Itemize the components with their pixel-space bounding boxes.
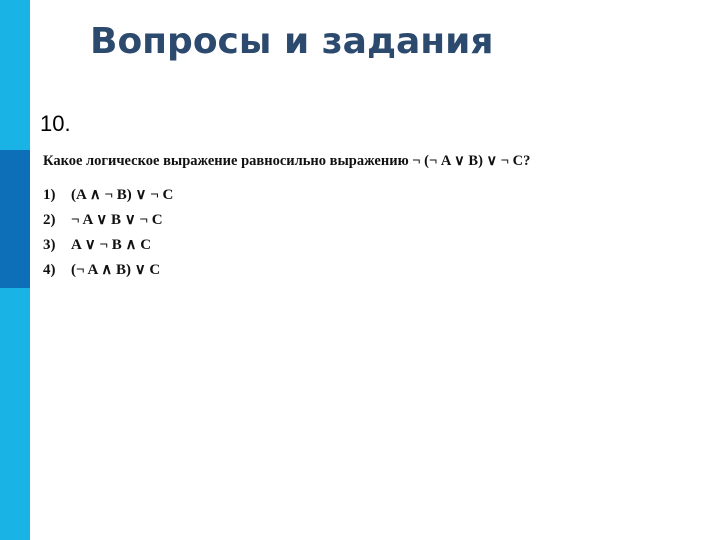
answer-number: 3) bbox=[43, 237, 56, 253]
answer-options bbox=[43, 185, 173, 285]
task-number: 10. bbox=[40, 111, 71, 136]
slide-title: Вопросы и задания bbox=[90, 21, 494, 62]
answer-option-4 bbox=[43, 260, 173, 285]
answer-text: (¬ A ∧ B) ∨ C bbox=[71, 262, 161, 278]
answer-number: 1) bbox=[43, 187, 56, 203]
answer-option-2 bbox=[43, 210, 173, 235]
answer-option-1 bbox=[43, 185, 173, 210]
answer-text: ¬ A ∨ B ∨ ¬ C bbox=[71, 212, 163, 228]
left-accent-block bbox=[0, 150, 30, 288]
answer-text: A ∨ ¬ B ∧ C bbox=[71, 237, 152, 253]
answer-number: 4) bbox=[43, 262, 56, 278]
answer-number: 2) bbox=[43, 212, 56, 228]
answer-option-3 bbox=[43, 235, 173, 260]
question-text: Какое логическое выражение равносильно выражению ¬ (¬ A ∨ B) ∨ ¬ C? bbox=[43, 153, 531, 169]
answer-text: (A ∧ ¬ B) ∨ ¬ C bbox=[71, 187, 174, 203]
